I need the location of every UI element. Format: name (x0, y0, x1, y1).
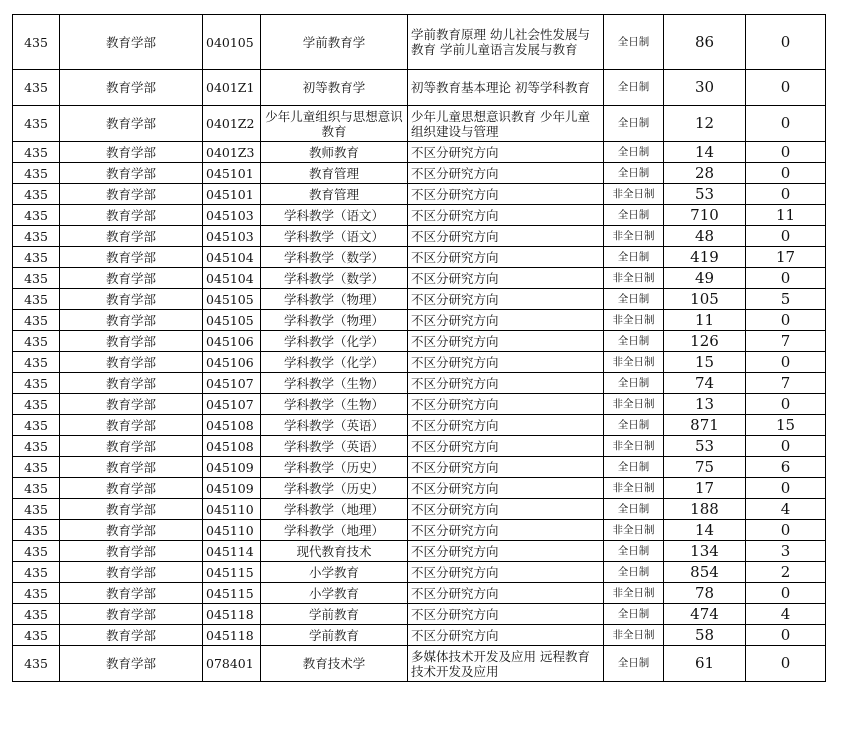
department-cell: 教育学部 (60, 163, 203, 184)
school-code-cell: 435 (13, 604, 60, 625)
major-code-cell: 045107 (203, 373, 261, 394)
research-direction-cell: 少年儿童思想意识教育 少年儿童组织建设与管理 (408, 106, 604, 142)
table-row (13, 457, 826, 478)
admitted-count-cell: 7 (746, 373, 826, 394)
department-cell: 教育学部 (60, 205, 203, 226)
major-code-cell: 045103 (203, 205, 261, 226)
school-code-cell: 435 (13, 15, 60, 70)
school-code-cell: 435 (13, 499, 60, 520)
applicants-count-cell: 17 (664, 478, 746, 499)
school-code-cell: 435 (13, 541, 60, 562)
study-mode-cell: 全日制 (604, 499, 664, 520)
major-name-cell: 小学教育 (261, 583, 408, 604)
school-code-cell: 435 (13, 142, 60, 163)
table-row (13, 373, 826, 394)
admitted-count-cell: 0 (746, 163, 826, 184)
applicants-count-cell: 419 (664, 247, 746, 268)
admitted-count-cell: 6 (746, 457, 826, 478)
study-mode-cell: 全日制 (604, 247, 664, 268)
applicants-count-cell: 854 (664, 562, 746, 583)
applicants-count-cell: 12 (664, 106, 746, 142)
major-code-cell: 045118 (203, 625, 261, 646)
major-name-cell: 学科教学（英语） (261, 436, 408, 457)
school-code-cell: 435 (13, 457, 60, 478)
research-direction-cell: 不区分研究方向 (408, 289, 604, 310)
study-mode-cell: 全日制 (604, 331, 664, 352)
admitted-count-cell: 0 (746, 142, 826, 163)
research-direction-cell: 学前教育原理 幼儿社会性发展与教育 学前儿童语言发展与教育 (408, 15, 604, 70)
research-direction-cell: 不区分研究方向 (408, 184, 604, 205)
study-mode-cell: 全日制 (604, 415, 664, 436)
major-name-cell: 学科教学（物理） (261, 289, 408, 310)
department-cell: 教育学部 (60, 499, 203, 520)
research-direction-cell: 不区分研究方向 (408, 373, 604, 394)
research-direction-cell: 不区分研究方向 (408, 226, 604, 247)
department-cell: 教育学部 (60, 70, 203, 106)
applicants-count-cell: 58 (664, 625, 746, 646)
research-direction-cell: 多媒体技术开发及应用 远程教育技术开发及应用 (408, 646, 604, 682)
table-row (13, 70, 826, 106)
major-name-cell: 学科教学（语文） (261, 226, 408, 247)
table-row (13, 226, 826, 247)
admitted-count-cell: 3 (746, 541, 826, 562)
school-code-cell: 435 (13, 106, 60, 142)
research-direction-cell: 不区分研究方向 (408, 583, 604, 604)
applicants-count-cell: 11 (664, 310, 746, 331)
department-cell: 教育学部 (60, 478, 203, 499)
school-code-cell: 435 (13, 226, 60, 247)
major-name-cell: 教育技术学 (261, 646, 408, 682)
major-code-cell: 045109 (203, 478, 261, 499)
school-code-cell: 435 (13, 184, 60, 205)
major-code-cell: 045101 (203, 163, 261, 184)
major-name-cell: 小学教育 (261, 562, 408, 583)
admitted-count-cell: 17 (746, 247, 826, 268)
major-name-cell: 学科教学（历史） (261, 478, 408, 499)
major-name-cell: 学科教学（生物） (261, 373, 408, 394)
study-mode-cell: 非全日制 (604, 226, 664, 247)
admitted-count-cell: 0 (746, 436, 826, 457)
admitted-count-cell: 0 (746, 352, 826, 373)
table-row (13, 268, 826, 289)
research-direction-cell: 不区分研究方向 (408, 436, 604, 457)
major-code-cell: 045115 (203, 583, 261, 604)
major-code-cell: 045110 (203, 499, 261, 520)
admitted-count-cell: 4 (746, 499, 826, 520)
applicants-count-cell: 13 (664, 394, 746, 415)
study-mode-cell: 非全日制 (604, 583, 664, 604)
school-code-cell: 435 (13, 163, 60, 184)
table-row (13, 415, 826, 436)
table-row (13, 583, 826, 604)
study-mode-cell: 非全日制 (604, 436, 664, 457)
research-direction-cell: 不区分研究方向 (408, 562, 604, 583)
school-code-cell: 435 (13, 394, 60, 415)
school-code-cell: 435 (13, 352, 60, 373)
applicants-count-cell: 474 (664, 604, 746, 625)
study-mode-cell: 非全日制 (604, 478, 664, 499)
study-mode-cell: 全日制 (604, 70, 664, 106)
major-name-cell: 学科教学（化学） (261, 331, 408, 352)
major-name-cell: 学科教学（历史） (261, 457, 408, 478)
admitted-count-cell: 0 (746, 394, 826, 415)
major-code-cell: 045107 (203, 394, 261, 415)
study-mode-cell: 全日制 (604, 163, 664, 184)
table-row (13, 289, 826, 310)
applicants-count-cell: 53 (664, 436, 746, 457)
department-cell: 教育学部 (60, 457, 203, 478)
major-code-cell: 045110 (203, 520, 261, 541)
school-code-cell: 435 (13, 310, 60, 331)
study-mode-cell: 全日制 (604, 541, 664, 562)
admitted-count-cell: 0 (746, 310, 826, 331)
department-cell: 教育学部 (60, 310, 203, 331)
study-mode-cell: 非全日制 (604, 394, 664, 415)
department-cell: 教育学部 (60, 106, 203, 142)
major-code-cell: 045106 (203, 352, 261, 373)
major-name-cell: 学科教学（数学） (261, 268, 408, 289)
study-mode-cell: 全日制 (604, 457, 664, 478)
department-cell: 教育学部 (60, 331, 203, 352)
department-cell: 教育学部 (60, 646, 203, 682)
applicants-count-cell: 53 (664, 184, 746, 205)
school-code-cell: 435 (13, 331, 60, 352)
table-row (13, 205, 826, 226)
department-cell: 教育学部 (60, 604, 203, 625)
research-direction-cell: 不区分研究方向 (408, 310, 604, 331)
department-cell: 教育学部 (60, 142, 203, 163)
major-code-cell: 045114 (203, 541, 261, 562)
study-mode-cell: 非全日制 (604, 184, 664, 205)
major-code-cell: 0401Z1 (203, 70, 261, 106)
applicants-count-cell: 75 (664, 457, 746, 478)
department-cell: 教育学部 (60, 289, 203, 310)
study-mode-cell: 全日制 (604, 562, 664, 583)
table-row (13, 310, 826, 331)
admitted-count-cell: 15 (746, 415, 826, 436)
department-cell: 教育学部 (60, 15, 203, 70)
applicants-count-cell: 15 (664, 352, 746, 373)
school-code-cell: 435 (13, 436, 60, 457)
major-code-cell: 040105 (203, 15, 261, 70)
school-code-cell: 435 (13, 520, 60, 541)
applicants-count-cell: 78 (664, 583, 746, 604)
department-cell: 教育学部 (60, 520, 203, 541)
study-mode-cell: 全日制 (604, 106, 664, 142)
major-code-cell: 045104 (203, 247, 261, 268)
major-name-cell: 学科教学（物理） (261, 310, 408, 331)
applicants-count-cell: 188 (664, 499, 746, 520)
research-direction-cell: 不区分研究方向 (408, 394, 604, 415)
major-name-cell: 教师教育 (261, 142, 408, 163)
study-mode-cell: 全日制 (604, 205, 664, 226)
study-mode-cell: 全日制 (604, 289, 664, 310)
admitted-count-cell: 0 (746, 478, 826, 499)
major-code-cell: 045103 (203, 226, 261, 247)
school-code-cell: 435 (13, 478, 60, 499)
major-name-cell: 少年儿童组织与思想意识教育 (261, 106, 408, 142)
department-cell: 教育学部 (60, 562, 203, 583)
table-row (13, 184, 826, 205)
research-direction-cell: 不区分研究方向 (408, 415, 604, 436)
table-row (13, 499, 826, 520)
admitted-count-cell: 0 (746, 625, 826, 646)
research-direction-cell: 不区分研究方向 (408, 625, 604, 646)
school-code-cell: 435 (13, 268, 60, 289)
major-code-cell: 045115 (203, 562, 261, 583)
admitted-count-cell: 0 (746, 15, 826, 70)
table-row (13, 331, 826, 352)
major-code-cell: 045106 (203, 331, 261, 352)
major-code-cell: 045105 (203, 310, 261, 331)
admitted-count-cell: 11 (746, 205, 826, 226)
study-mode-cell: 非全日制 (604, 268, 664, 289)
table-row (13, 541, 826, 562)
table-row (13, 352, 826, 373)
admitted-count-cell: 0 (746, 520, 826, 541)
applicants-count-cell: 871 (664, 415, 746, 436)
table-row (13, 394, 826, 415)
applicants-count-cell: 30 (664, 70, 746, 106)
major-code-cell: 045104 (203, 268, 261, 289)
research-direction-cell: 初等教育基本理论 初等学科教育 (408, 70, 604, 106)
department-cell: 教育学部 (60, 436, 203, 457)
study-mode-cell: 非全日制 (604, 310, 664, 331)
admitted-count-cell: 0 (746, 184, 826, 205)
applicants-count-cell: 49 (664, 268, 746, 289)
study-mode-cell: 非全日制 (604, 625, 664, 646)
research-direction-cell: 不区分研究方向 (408, 331, 604, 352)
school-code-cell: 435 (13, 70, 60, 106)
major-name-cell: 初等教育学 (261, 70, 408, 106)
department-cell: 教育学部 (60, 268, 203, 289)
major-code-cell: 045108 (203, 436, 261, 457)
admitted-count-cell: 0 (746, 646, 826, 682)
department-cell: 教育学部 (60, 415, 203, 436)
table-row (13, 646, 826, 682)
study-mode-cell: 全日制 (604, 142, 664, 163)
research-direction-cell: 不区分研究方向 (408, 352, 604, 373)
table-row (13, 478, 826, 499)
department-cell: 教育学部 (60, 541, 203, 562)
school-code-cell: 435 (13, 289, 60, 310)
research-direction-cell: 不区分研究方向 (408, 478, 604, 499)
table-row (13, 562, 826, 583)
admitted-count-cell: 0 (746, 226, 826, 247)
school-code-cell: 435 (13, 625, 60, 646)
applicants-count-cell: 14 (664, 520, 746, 541)
admitted-count-cell: 0 (746, 583, 826, 604)
major-code-cell: 0401Z3 (203, 142, 261, 163)
table-row (13, 436, 826, 457)
department-cell: 教育学部 (60, 352, 203, 373)
admissions-table (12, 14, 826, 682)
study-mode-cell: 全日制 (604, 646, 664, 682)
research-direction-cell: 不区分研究方向 (408, 604, 604, 625)
study-mode-cell: 全日制 (604, 373, 664, 394)
study-mode-cell: 全日制 (604, 604, 664, 625)
research-direction-cell: 不区分研究方向 (408, 142, 604, 163)
applicants-count-cell: 710 (664, 205, 746, 226)
table-row (13, 604, 826, 625)
department-cell: 教育学部 (60, 184, 203, 205)
school-code-cell: 435 (13, 373, 60, 394)
admitted-count-cell: 0 (746, 70, 826, 106)
department-cell: 教育学部 (60, 247, 203, 268)
table-row (13, 163, 826, 184)
admitted-count-cell: 7 (746, 331, 826, 352)
admitted-count-cell: 2 (746, 562, 826, 583)
table-row (13, 520, 826, 541)
department-cell: 教育学部 (60, 226, 203, 247)
applicants-count-cell: 61 (664, 646, 746, 682)
major-name-cell: 教育管理 (261, 184, 408, 205)
research-direction-cell: 不区分研究方向 (408, 520, 604, 541)
major-code-cell: 045109 (203, 457, 261, 478)
department-cell: 教育学部 (60, 394, 203, 415)
department-cell: 教育学部 (60, 373, 203, 394)
major-name-cell: 学前教育 (261, 625, 408, 646)
research-direction-cell: 不区分研究方向 (408, 499, 604, 520)
applicants-count-cell: 134 (664, 541, 746, 562)
research-direction-cell: 不区分研究方向 (408, 205, 604, 226)
major-code-cell: 078401 (203, 646, 261, 682)
table-row (13, 142, 826, 163)
major-name-cell: 学科教学（地理） (261, 499, 408, 520)
major-name-cell: 学科教学（数学） (261, 247, 408, 268)
applicants-count-cell: 74 (664, 373, 746, 394)
school-code-cell: 435 (13, 415, 60, 436)
research-direction-cell: 不区分研究方向 (408, 247, 604, 268)
school-code-cell: 435 (13, 646, 60, 682)
table-row (13, 15, 826, 70)
major-name-cell: 学科教学（生物） (261, 394, 408, 415)
table-row (13, 625, 826, 646)
applicants-count-cell: 126 (664, 331, 746, 352)
major-name-cell: 学前教育学 (261, 15, 408, 70)
major-code-cell: 045101 (203, 184, 261, 205)
major-name-cell: 学科教学（化学） (261, 352, 408, 373)
major-name-cell: 现代教育技术 (261, 541, 408, 562)
study-mode-cell: 非全日制 (604, 352, 664, 373)
applicants-count-cell: 86 (664, 15, 746, 70)
research-direction-cell: 不区分研究方向 (408, 457, 604, 478)
admitted-count-cell: 0 (746, 106, 826, 142)
major-name-cell: 学科教学（地理） (261, 520, 408, 541)
admitted-count-cell: 5 (746, 289, 826, 310)
major-name-cell: 学科教学（语文） (261, 205, 408, 226)
major-code-cell: 045105 (203, 289, 261, 310)
research-direction-cell: 不区分研究方向 (408, 541, 604, 562)
study-mode-cell: 非全日制 (604, 520, 664, 541)
department-cell: 教育学部 (60, 625, 203, 646)
major-code-cell: 0401Z2 (203, 106, 261, 142)
table-row (13, 247, 826, 268)
major-code-cell: 045108 (203, 415, 261, 436)
school-code-cell: 435 (13, 583, 60, 604)
research-direction-cell: 不区分研究方向 (408, 268, 604, 289)
major-name-cell: 学前教育 (261, 604, 408, 625)
applicants-count-cell: 105 (664, 289, 746, 310)
major-name-cell: 教育管理 (261, 163, 408, 184)
major-code-cell: 045118 (203, 604, 261, 625)
applicants-count-cell: 14 (664, 142, 746, 163)
table-row (13, 106, 826, 142)
research-direction-cell: 不区分研究方向 (408, 163, 604, 184)
department-cell: 教育学部 (60, 583, 203, 604)
study-mode-cell: 全日制 (604, 15, 664, 70)
admitted-count-cell: 4 (746, 604, 826, 625)
school-code-cell: 435 (13, 562, 60, 583)
table-body (13, 15, 826, 682)
school-code-cell: 435 (13, 205, 60, 226)
major-name-cell: 学科教学（英语） (261, 415, 408, 436)
admitted-count-cell: 0 (746, 268, 826, 289)
school-code-cell: 435 (13, 247, 60, 268)
applicants-count-cell: 48 (664, 226, 746, 247)
applicants-count-cell: 28 (664, 163, 746, 184)
